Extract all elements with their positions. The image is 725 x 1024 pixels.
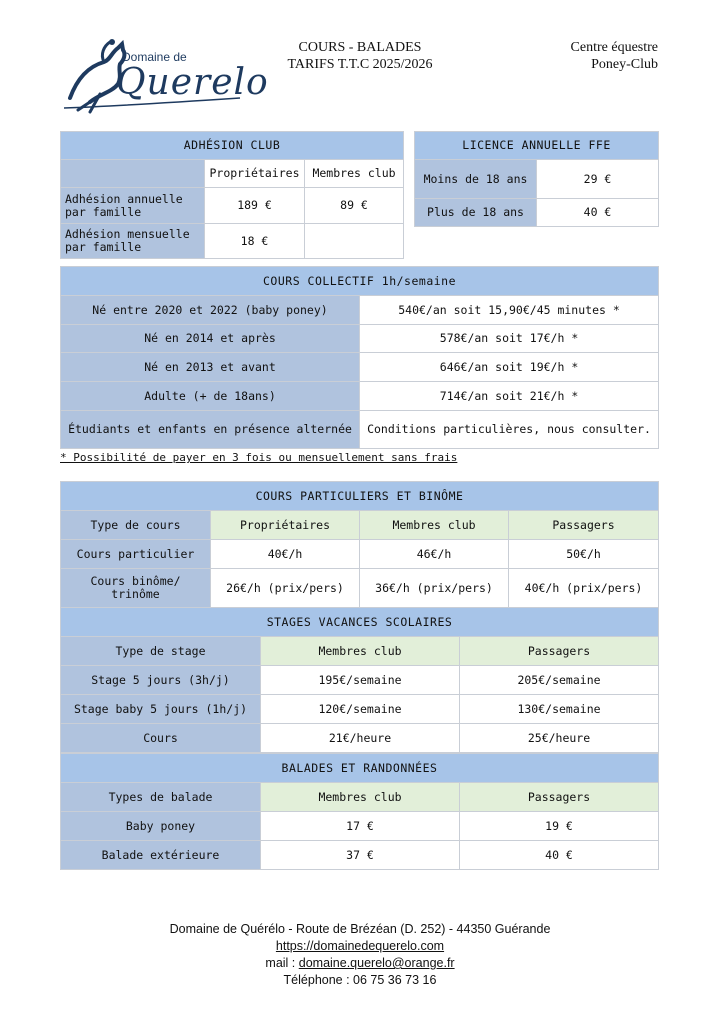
column-header: Membres club (261, 783, 460, 812)
column-header: Types de balade (61, 783, 261, 812)
adhesion-title: ADHÉSION CLUB (61, 132, 404, 160)
price-cell: 18 € (205, 224, 305, 259)
row-label: Adhésion mensuelle par famille (61, 224, 205, 259)
row-label: Cours binôme/ trinôme (61, 569, 211, 608)
column-header: Passagers (460, 783, 659, 812)
row-label: Stage 5 jours (3h/j) (61, 666, 261, 695)
particuliers-table (60, 481, 659, 608)
balades-table (60, 753, 659, 870)
price-cell: 120€/semaine (261, 695, 460, 724)
column-header: Propriétaires (211, 511, 360, 540)
empty-cell (61, 160, 205, 188)
licence-table (414, 131, 659, 227)
price-cell: 17 € (261, 812, 460, 841)
price-cell: 29 € (537, 160, 659, 199)
footer (100, 921, 620, 989)
column-header: Type de cours (61, 511, 211, 540)
title-line-2: TARIFS T.T.C 2025/2026 (287, 57, 433, 72)
row-label: Baby poney (61, 812, 261, 841)
row-label: Adulte (+ de 18ans) (61, 382, 360, 411)
column-header: Passagers (509, 511, 659, 540)
row-label: Moins de 18 ans (415, 160, 537, 199)
website-link[interactable]: https://domainedequerelo.com (275, 939, 445, 953)
price-cell: 189 € (205, 188, 305, 224)
column-header: Passagers (460, 637, 659, 666)
column-header: Propriétaires (205, 160, 305, 188)
row-label: Balade extérieure (61, 841, 261, 870)
price-cell: 646€/an soit 19€/h * (360, 353, 659, 382)
price-cell: 21€/heure (261, 724, 460, 753)
price-cell: 714€/an soit 21€/h * (360, 382, 659, 411)
price-cell: 40 € (460, 841, 659, 870)
stages-title: STAGES VACANCES SCOLAIRES (61, 608, 659, 637)
price-cell: 19 € (460, 812, 659, 841)
row-label: Né en 2013 et avant (61, 353, 360, 382)
price-cell (305, 224, 404, 259)
org-line-2: Poney-Club (591, 57, 658, 72)
footer-phone: Téléphone : 06 75 36 73 16 (283, 973, 437, 987)
row-label: Né entre 2020 et 2022 (baby poney) (61, 296, 360, 325)
collectif-table (60, 266, 659, 449)
price-cell: 25€/heure (460, 724, 659, 753)
org-line-1: Centre équestre (570, 40, 658, 55)
column-header: Membres club (305, 160, 404, 188)
licence-title: LICENCE ANNUELLE FFE (415, 132, 659, 160)
row-label: Adhésion annuelle par famille (61, 188, 205, 224)
mail-label: mail : (265, 956, 299, 970)
price-cell: Conditions particulières, nous consulter. (360, 411, 659, 449)
document-title (250, 39, 470, 73)
row-label: Né en 2014 et après (61, 325, 360, 353)
price-cell: 40€/h (prix/pers) (509, 569, 659, 608)
payment-note: * Possibilité de payer en 3 fois ou mensuellement sans frais (60, 451, 458, 464)
footer-address: Domaine de Quérélo - Route de Brézéan (D. 252) - 44350 Guérande (169, 922, 551, 936)
price-cell: 89 € (305, 188, 404, 224)
row-label: Plus de 18 ans (415, 199, 537, 227)
price-cell: 195€/semaine (261, 666, 460, 695)
stages-table (60, 607, 659, 753)
price-cell: 36€/h (prix/pers) (360, 569, 509, 608)
price-cell: 37 € (261, 841, 460, 870)
column-header: Membres club (360, 511, 509, 540)
row-label: Cours particulier (61, 540, 211, 569)
price-cell: 578€/an soit 17€/h * (360, 325, 659, 353)
row-label: Stage baby 5 jours (1h/j) (61, 695, 261, 724)
footer-mail (100, 955, 620, 972)
email-link[interactable]: domaine.querelo@orange.fr (298, 956, 455, 970)
logo-line2: Querelo (116, 62, 269, 103)
price-cell: 50€/h (509, 540, 659, 569)
organisation-name (520, 39, 658, 73)
price-cell: 540€/an soit 15,90€/45 minutes * (360, 296, 659, 325)
collectif-title: COURS COLLECTIF 1h/semaine (61, 267, 659, 296)
row-label: Cours (61, 724, 261, 753)
column-header: Type de stage (61, 637, 261, 666)
adhesion-table (60, 131, 404, 259)
price-cell: 46€/h (360, 540, 509, 569)
title-line-1: COURS - BALADES (298, 40, 422, 55)
price-cell: 40 € (537, 199, 659, 227)
balades-title: BALADES ET RANDONNÉES (61, 754, 659, 783)
particuliers-title: COURS PARTICULIERS ET BINÔME (61, 482, 659, 511)
price-cell: 205€/semaine (460, 666, 659, 695)
column-header: Membres club (261, 637, 460, 666)
logo-line1: Domaine de (122, 50, 187, 64)
price-cell: 130€/semaine (460, 695, 659, 724)
logo (60, 36, 269, 114)
price-cell: 26€/h (prix/pers) (211, 569, 360, 608)
price-cell: 40€/h (211, 540, 360, 569)
row-label: Étudiants et enfants en présence alternée (61, 411, 360, 449)
